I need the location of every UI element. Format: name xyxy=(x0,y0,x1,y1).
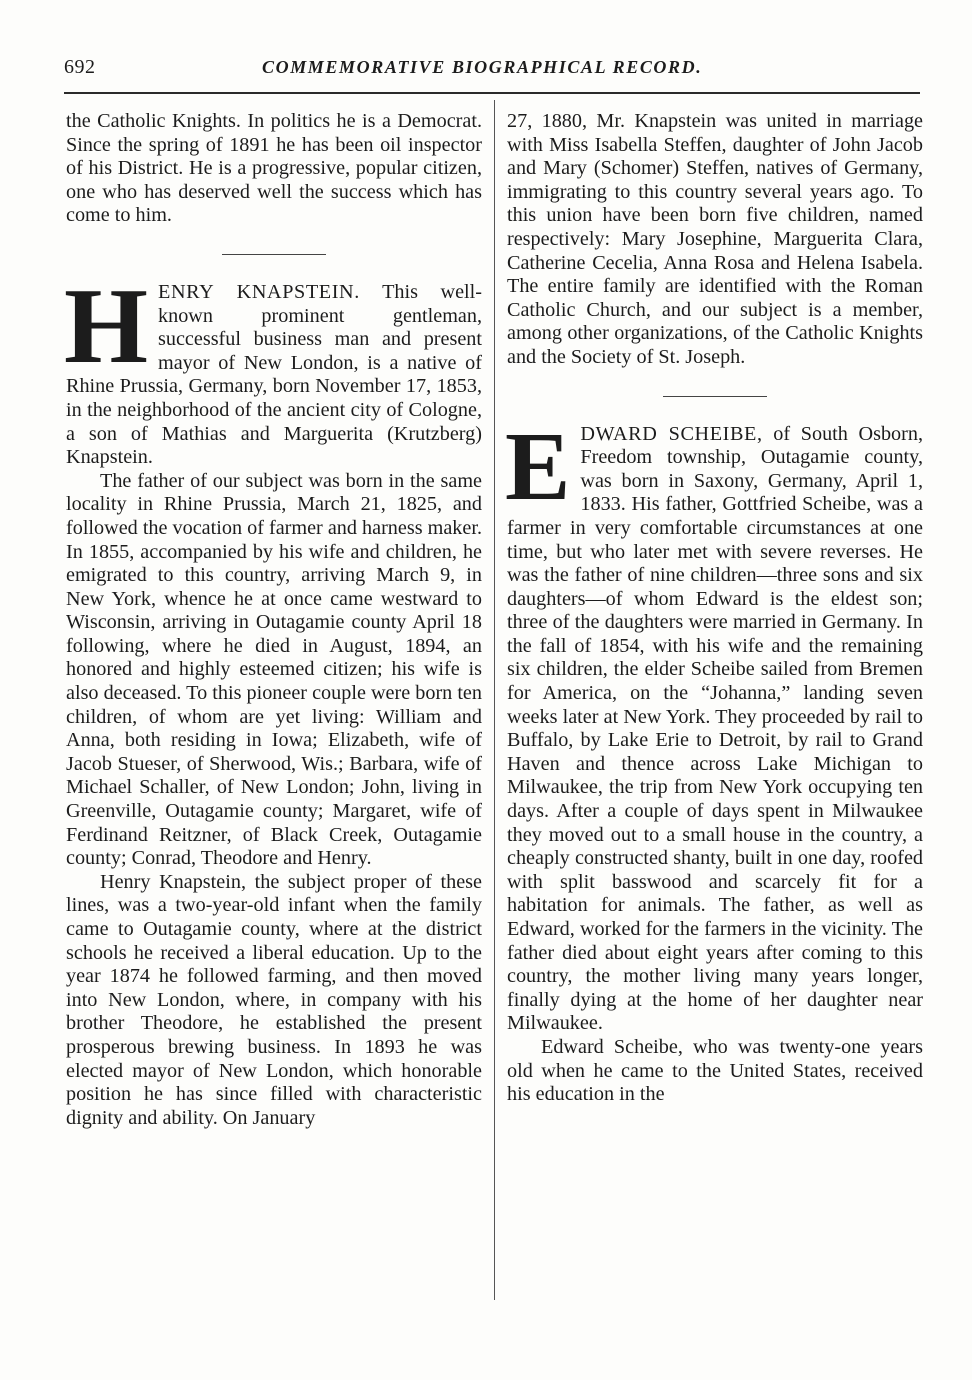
scheibe-education-paragraph: Edward Scheibe, who was twenty-one years old when he came to the United States, received his education in the xyxy=(507,1035,923,1106)
section-separator xyxy=(222,254,326,255)
scheibe-intro-paragraph xyxy=(505,412,924,1036)
column-divider xyxy=(494,100,495,1300)
running-title: COMMEMORATIVE BIOGRAPHICAL RECORD. xyxy=(262,57,703,77)
subject-name-knapstein: ENRY KNAPSTEIN. xyxy=(158,280,360,303)
scheibe-intro-text: of South Osborn, Freedom township, Outagamie county, was born in Saxony, Germany, April 1, 1833. His father, Gottfried Scheibe, was a farmer in very comfortable circumstances at one time, but who later met with severe reverses. He was the father of nine children—three sons and six daughters—of whom Edward is the eldest son; three of the daughters were married in Germany. In the fall of 1854, with his wife and the remaining six children, the elder Scheibe sailed from Bremen for America, on the “Johanna,” landing seven weeks later at New York. They proceeded by rail to Buffalo, by Lake Erie to Detroit, by rail to Grand Haven and thence across Lake Michigan to Milwaukee, the trip from New York occupying ten days. After a couple of days spent in Milwaukee they moved out to a small house in the country, a cheaply constructed shanty, built in one day, roofed with split basswood and scarcely fit for a habitation for animals. The father, as well as Edward, worked for the farmers in the vicinity. The father died about eight years after coming to this country, the mother living many years longer, finally dying at the home of her daughter near Milwaukee. xyxy=(507,422,924,1035)
subject-name-scheibe: DWARD SCHEIBE, xyxy=(580,422,763,445)
knapstein-intro-paragraph xyxy=(64,266,482,470)
knapstein-subject-paragraph: Henry Knapstein, the subject proper of these lines, was a two-year-old infant when the family came to Outagamie county, where at the district schools he received a liberal education. Up to the year 1874 he followed farming, and then moved into New London, where, in company with his brother Theodore, he established the present prosperous brewing business. In 1893 he was elected mayor of New London, which honorable position he has since filled with characteristic dignity and ability. On January xyxy=(66,870,482,1129)
page-header xyxy=(64,56,918,84)
page-number: 692 xyxy=(64,56,96,78)
header-rule xyxy=(64,92,920,94)
knapstein-marriage-paragraph: 27, 1880, Mr. Knapstein was united in marriage with Miss Isabella Steffen, daughter of John Jacob and Mary (Schomer) Steffen, natives of Germany, immigrating to this country several years ago. To this union have been born five children, named respectively: Mary Josephine, Marguerita Clara, Catherine Cecelia, Anna Rosa and Helena Isabela. The entire family are identified with the Roman Catholic Church, and our subject is a member, among other organizations, of the Catholic Knights and the Society of St. Joseph. xyxy=(507,110,923,368)
drop-cap-h: H xyxy=(64,266,149,386)
drop-cap-e: E xyxy=(505,412,571,521)
paragraph-continuation: the Catholic Knights. In politics he is a Democrat. Since the spring of 1891 he has been oil inspector of his District. He is a progressive, popular citizen, one who has deserved well the success which has come to him. xyxy=(66,110,482,227)
knapstein-father-paragraph: The father of our subject was born in the same locality in Rhine Prussia, March 21, 1825, and followed the vocation of farmer and harness maker. In 1855, accompanied by his wife and children, he emigrated to this country, arriving March 9, in New York, whence he at once came westward to Wisconsin, arriving in Outagamie county April 18 following, where he died in August, 1894, an honored and highly esteemed citizen; his wife is also deceased. To this pioneer couple were born ten children, of whom are yet living: William and Anna, both residing in Iowa; Elizabeth, wife of Jacob Stueser, of Sherwood, Wis.; Barbara, wife of Michael Schaller, of New London; John, living in Greenville, Outagamie county; Margaret, wife of Ferdinand Reitzner, of Black Creek, Outagamie county; Conrad, Theodore and Henry. xyxy=(66,469,482,870)
knapstein-intro-text: This well-known prominent gentleman, successful business man and present mayor of New London, is a native of Rhine Prussia, Germany, born November 17, 1853, in the neighborhood of the ancient city of Cologne, a son of Mathias and Marguerita (Krutzberg) Knapstein. xyxy=(66,280,482,469)
left-column xyxy=(66,110,482,1130)
section-separator xyxy=(663,396,767,397)
right-column xyxy=(507,110,923,1107)
